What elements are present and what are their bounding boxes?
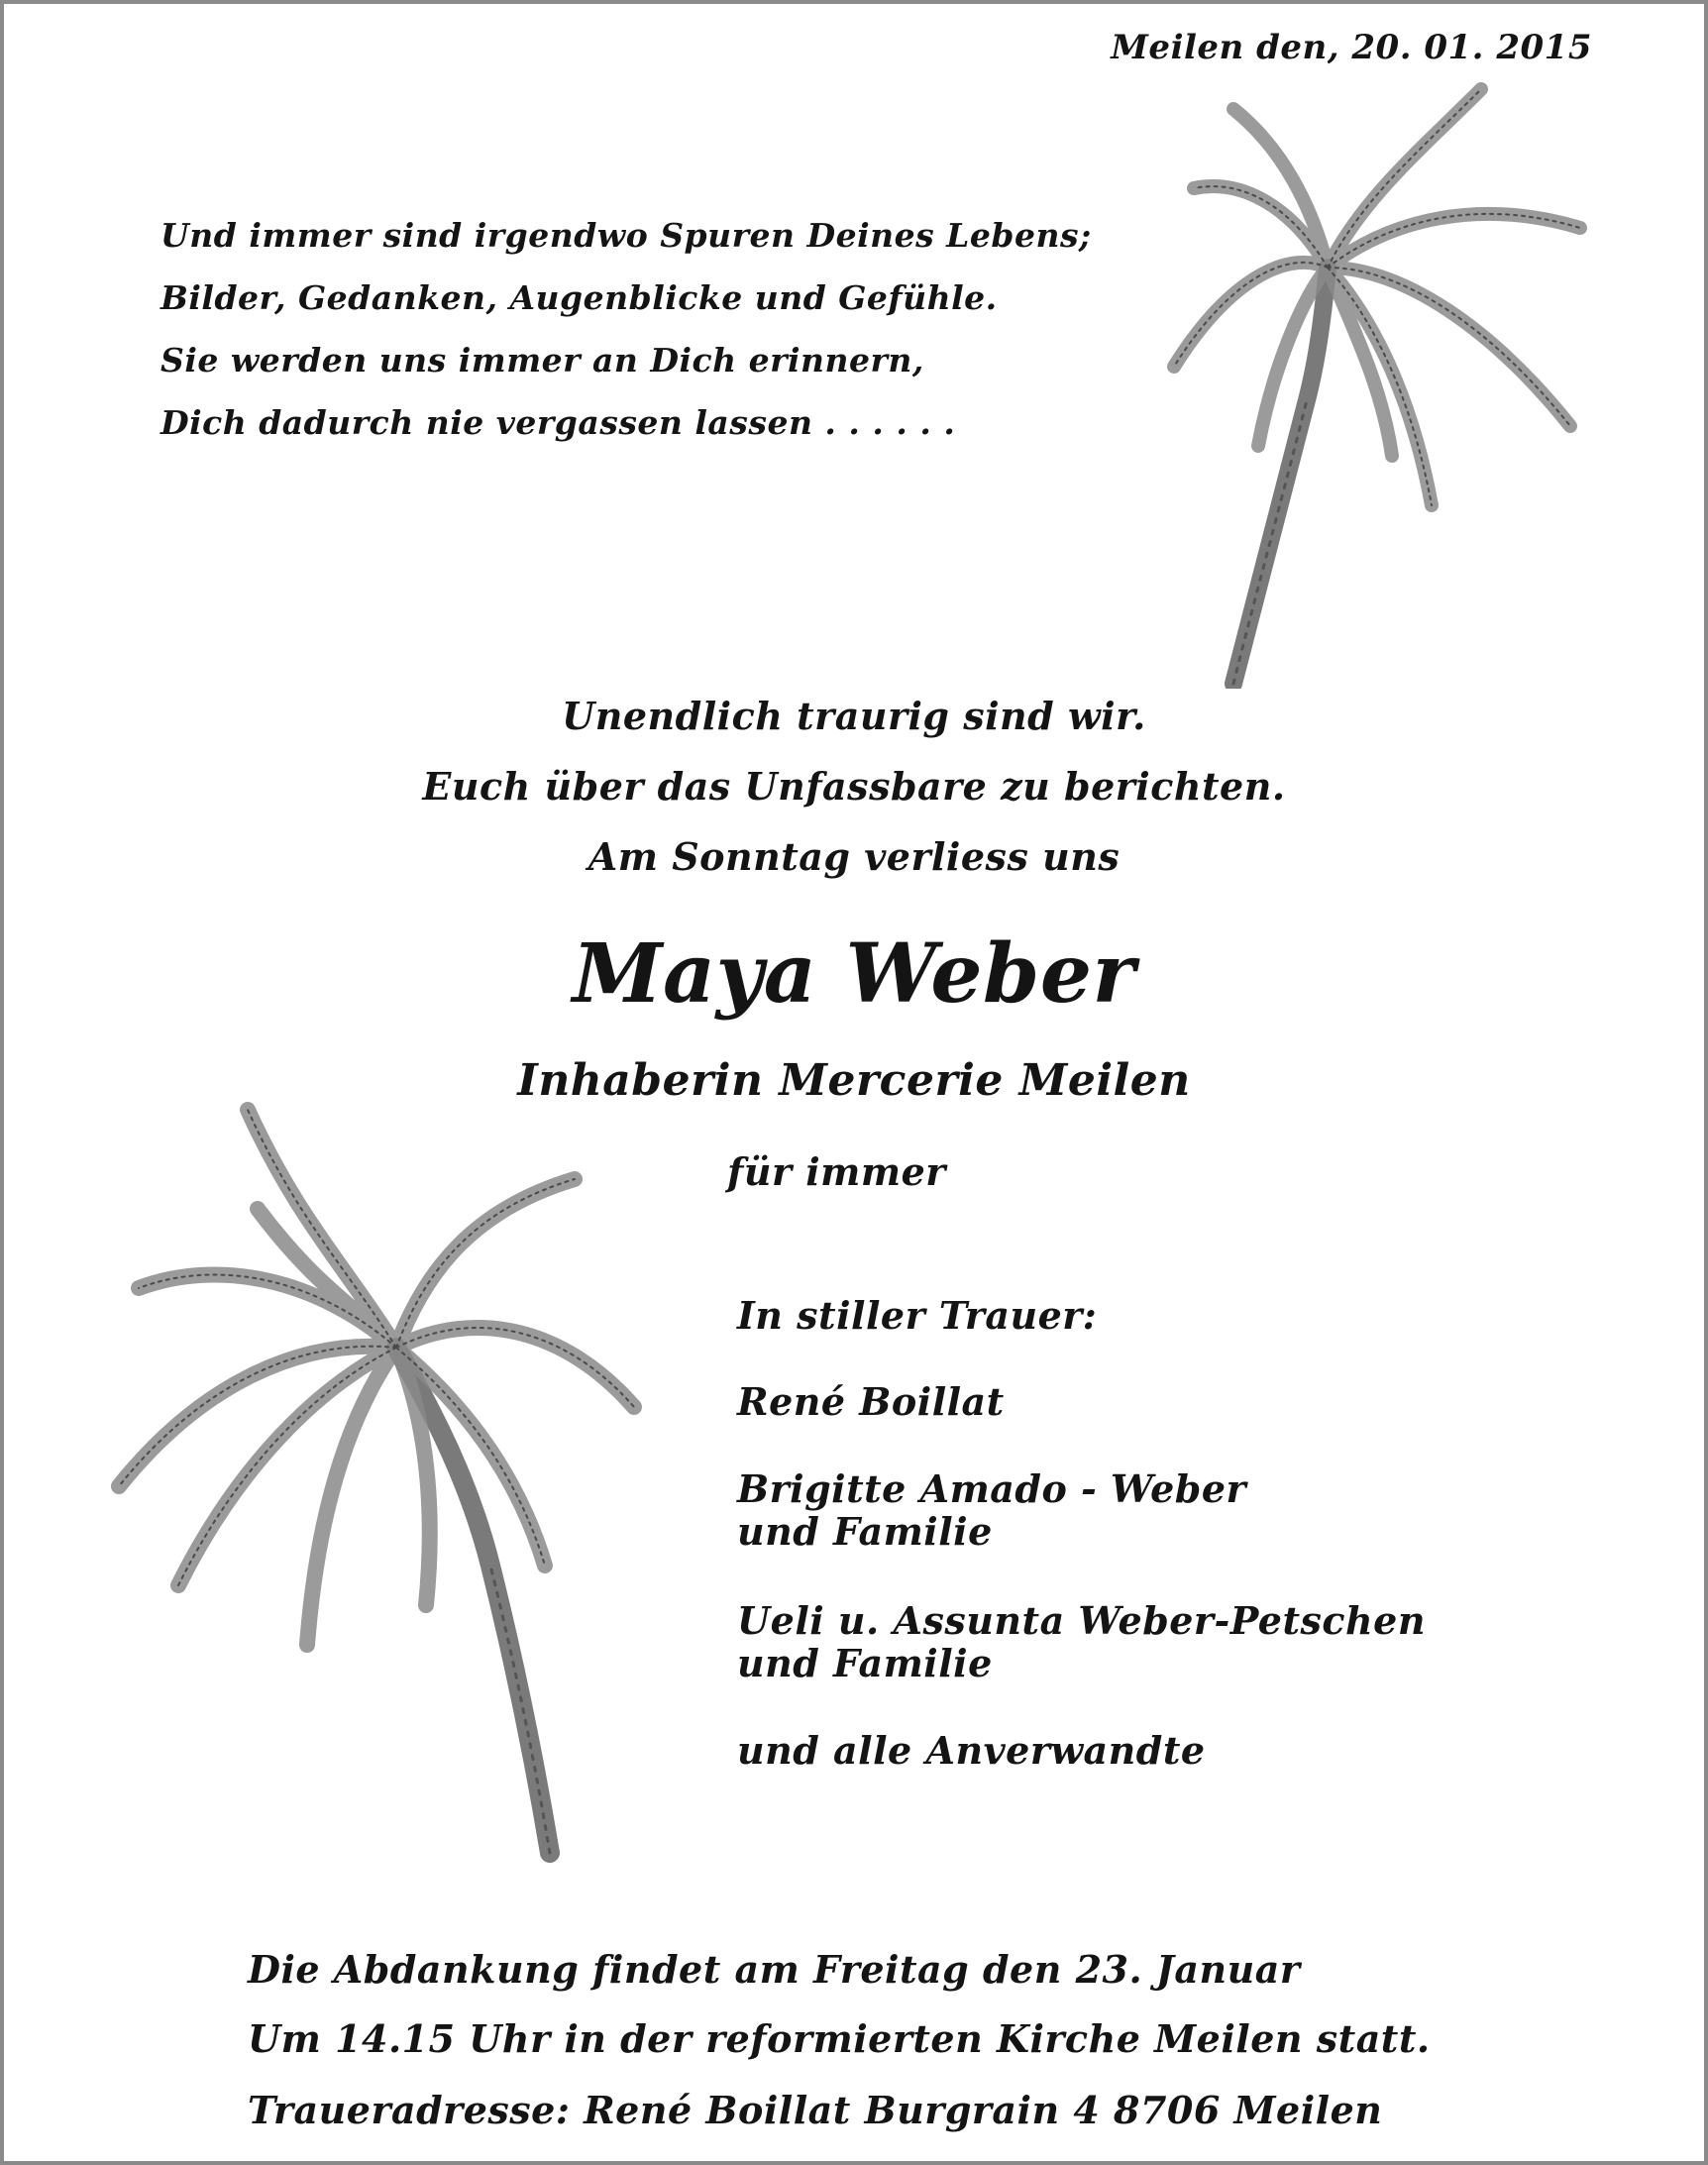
intro-line-3: Am Sonntag verliess uns [587, 834, 1121, 879]
mourner-name: Ueli u. Assunta Weber-Petschen [737, 1598, 1426, 1643]
poem-line-1: Und immer sind irgendwo Spuren Deines Lebens; [160, 216, 1092, 255]
mourner-relatives: und alle Anverwandte [737, 1728, 1206, 1773]
date-line: Meilen den, 20. 01. 2015 [1111, 28, 1592, 67]
mourner-family: und Familie [737, 1509, 993, 1554]
mourner-name: René Boillat [737, 1379, 1005, 1424]
intro-line-1: Unendlich traurig sind wir. [562, 694, 1146, 738]
poem-line-3: Sie werden uns immer an Dich erinnern, [160, 341, 924, 379]
palm-tree-image-top [1164, 69, 1610, 689]
footer-line-1: Die Abdankung findet am Freitag den 23. Januar [248, 1947, 1301, 1992]
poem-line-4: Dich dadurch nie vergassen lassen . . . . . . [160, 403, 956, 442]
intro-line-2: Euch über das Unfassbare zu berichten. [422, 764, 1286, 809]
deceased-title: Inhaberin Mercerie Meilen [517, 1055, 1191, 1106]
mourners-heading: In stiller Trauer: [737, 1293, 1098, 1338]
footer-line-3: Traueradresse: René Boillat Burgrain 4 8706 Meilen [248, 2088, 1383, 2132]
poem-line-2: Bilder, Gedanken, Augenblicke und Gefühle. [160, 278, 998, 317]
mourner-name: Brigitte Amado - Weber [737, 1466, 1247, 1511]
footer-line-2: Um 14.15 Uhr in der reformierten Kirche Meilen statt. [248, 2016, 1431, 2061]
deceased-name: Maya Weber [572, 926, 1136, 1022]
forever-line: für immer [727, 1149, 946, 1194]
mourner-family: und Familie [737, 1641, 993, 1685]
palm-tree-image-bottom [99, 1090, 654, 1863]
